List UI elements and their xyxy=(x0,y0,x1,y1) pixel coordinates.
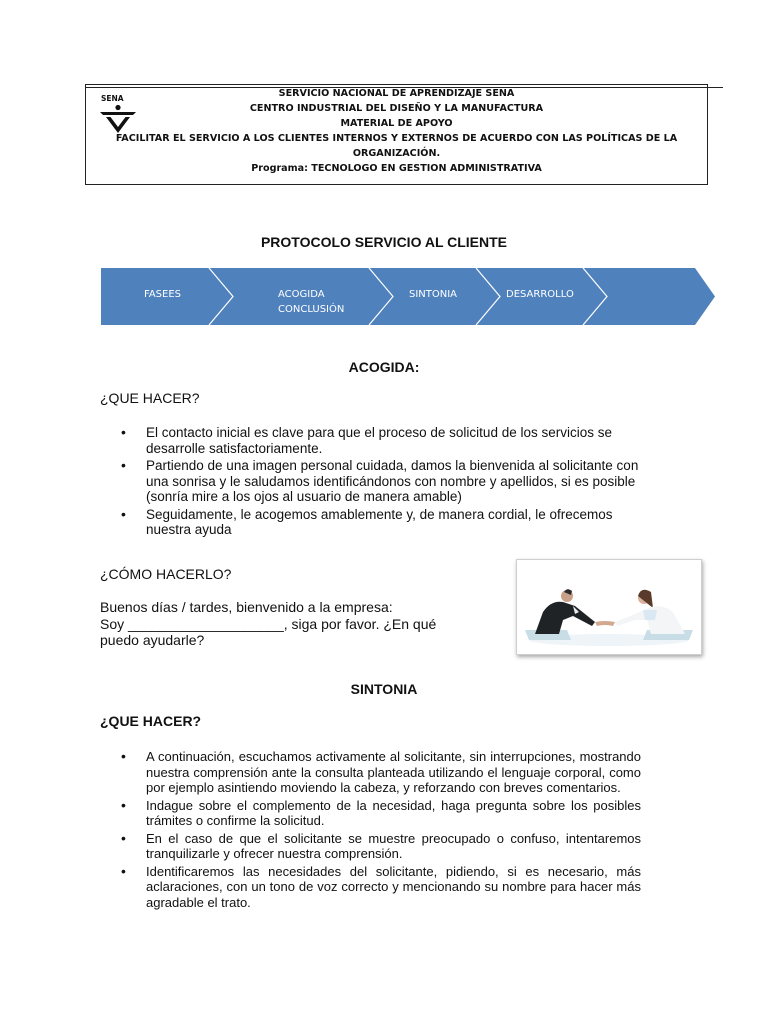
list-item: • A continuación, escuchamos activamente al solicitante, sin interrupciones, mostrando nuestra comprensión ante la consulta planteada utilizando el lenguaje corporal, como por ejemplo asintiendo moviendo la cabeza, y reforzando con breves comentarios. xyxy=(101,749,641,796)
process-step-acogida xyxy=(278,287,344,317)
header-line-objective: FACILITAR EL SERVICIO A LOS CLIENTES INTERNOS Y EXTERNOS DE ACUERDO CON LAS POLÍTICAS DE LA xyxy=(115,133,678,144)
header-line-material: MATERIAL DE APOYO xyxy=(340,118,453,129)
sintonia-bullet-list xyxy=(101,749,641,912)
process-step-label: DESARROLLO xyxy=(506,289,574,300)
script-line: puedo ayudarle? xyxy=(100,632,205,648)
list-item: • Indague sobre el complemento de la necesidad, haga pregunta sobre los posibles trámites o confirme la solicitud. xyxy=(101,798,641,829)
process-step-fases xyxy=(144,287,181,302)
list-item: • Partiendo de una imagen personal cuidada, damos la bienvenida al solicitante con una sonrisa y le saludamos identificándonos con nombre y apellidos, si es posible (sonría mire a los ojos al usuario de manera amable) xyxy=(101,458,641,505)
handshake-illustration-icon xyxy=(517,560,701,654)
process-step-label: ACOGIDA xyxy=(278,289,325,300)
script-line: Soy ____________________, siga por favor. ¿En qué xyxy=(100,615,437,632)
subhead-que-hacer: ¿QUE HACER? xyxy=(100,390,200,406)
acogida-bullet-list xyxy=(101,425,641,540)
section-title-sintonia: SINTONIA xyxy=(350,681,418,697)
subhead-como-hacerlo: ¿CÓMO HACERLO? xyxy=(100,566,232,582)
process-step-label: FASEES xyxy=(144,289,182,300)
header-line-institution: SERVICIO NACIONAL DE APRENDIZAJE SENA xyxy=(278,88,515,99)
list-item: • El contacto inicial es clave para que el proceso de solicitud de los servicios se desarrolle satisfactoriamente. xyxy=(101,425,641,456)
document-header xyxy=(85,84,708,185)
subhead-que-hacer-sintonia: ¿QUE HACER? xyxy=(100,713,202,729)
sena-logo-text: SENA xyxy=(101,94,124,103)
header-text-block xyxy=(86,86,707,176)
script-line: Buenos días / tardes, bienvenido a la empresa: xyxy=(100,599,393,615)
process-step-desarrollo xyxy=(506,287,574,302)
header-line-objective-cont: ORGANIZACIÓN. xyxy=(352,148,441,159)
process-step-sintonia xyxy=(409,287,457,302)
list-item: • Identificaremos las necesidades del solicitante, pidiendo, si es necesario, más aclaraciones, con un tono de voz correcto y mencionando su nombre para hacer más agradable el trato. xyxy=(101,864,641,911)
header-line-center: CENTRO INDUSTRIAL DEL DISEÑO Y LA MANUFACTURA xyxy=(249,103,544,114)
header-line-program: Programa: TECNOLOGO EN GESTION ADMINISTRATIVA xyxy=(251,163,542,174)
process-chevron-diagram xyxy=(101,268,715,325)
section-title-acogida: ACOGIDA: xyxy=(348,359,420,375)
process-step-label: SINTONIA xyxy=(409,289,458,300)
process-arrow-shape xyxy=(101,268,715,325)
process-step-label-secondary: CONCLUSIÓN xyxy=(278,304,345,315)
list-item: • En el caso de que el solicitante se muestre preocupado o confuso, intentaremos tranquilizarle y ofrecer nuestra comprensión. xyxy=(101,831,641,862)
greeting-script xyxy=(100,599,436,649)
handshake-photo xyxy=(516,559,702,655)
list-item: • Seguidamente, le acogemos amablemente y, de manera cordial, le ofrecemos nuestra ayuda xyxy=(101,507,641,538)
page-title: PROTOCOLO SERVICIO AL CLIENTE xyxy=(260,234,508,250)
